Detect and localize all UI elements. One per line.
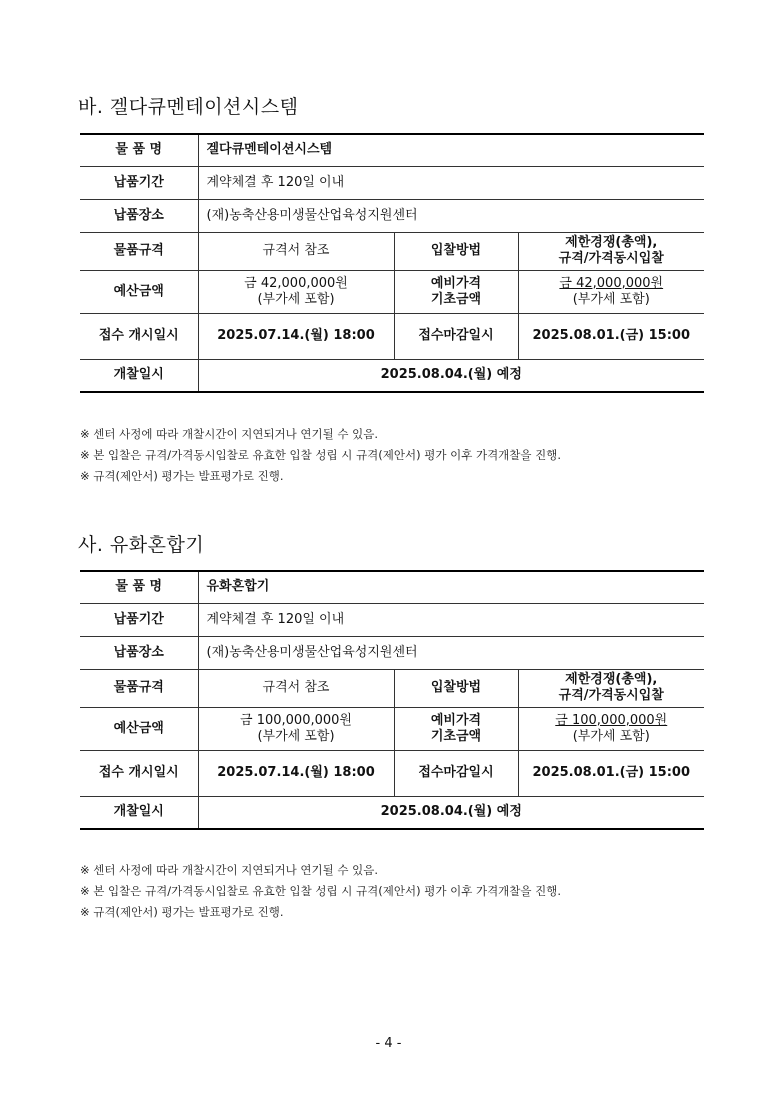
budget-amount: 금 100,000,000원 — [240, 712, 352, 728]
bid-method-label: 입찰방법 — [394, 232, 518, 270]
base-price-label-line1: 예비가격 — [430, 275, 482, 291]
delivery-place-value: (재)농축산용미생물산업육성지원센터 — [198, 636, 704, 669]
receipt-start-label: 접수 개시일시 — [80, 750, 198, 796]
budget-value — [198, 707, 394, 750]
section-title: 사. 유화혼합기 — [78, 534, 205, 556]
budget-vat-note: (부가세 포함) — [257, 728, 335, 744]
receipt-end-value: 2025.08.01.(금) 15:00 — [518, 750, 704, 796]
receipt-start-label: 접수 개시일시 — [80, 313, 198, 359]
opening-value: 2025.08.04.(월) 예정 — [198, 359, 704, 392]
base-price-label — [394, 707, 518, 750]
base-price-label — [394, 270, 518, 313]
budget-label: 예산금액 — [80, 270, 198, 313]
base-price-vat-note: (부가세 포함) — [572, 728, 650, 744]
bid-method-line1: 제한경쟁(총액), — [565, 235, 658, 250]
receipt-end-label: 접수마감일시 — [394, 313, 518, 359]
base-price-amount: 금 42,000,000원 — [559, 275, 664, 291]
item-name-label: 물 품 명 — [80, 571, 198, 603]
receipt-end-value: 2025.08.01.(금) 15:00 — [518, 313, 704, 359]
receipt-start-value: 2025.07.14.(월) 18:00 — [198, 750, 394, 796]
bid-method-value — [518, 232, 704, 270]
notes — [80, 860, 561, 923]
base-price-label-line2: 기초금액 — [430, 291, 482, 307]
note-item: ※ 센터 사정에 따라 개찰시간이 지연되거나 연기될 수 있음. — [80, 427, 379, 441]
item-name-value: 겔다큐멘테이션시스템 — [198, 134, 704, 166]
opening-label: 개찰일시 — [80, 359, 198, 392]
opening-label: 개찰일시 — [80, 796, 198, 829]
spec-label: 물품규격 — [80, 232, 198, 270]
note-item: ※ 규격(제안서) 평가는 발표평가로 진행. — [80, 905, 284, 919]
budget-value — [198, 270, 394, 313]
notes — [80, 424, 561, 487]
bid-method-value — [518, 669, 704, 707]
delivery-place-value: (재)농축산용미생물산업육성지원센터 — [198, 199, 704, 232]
page-number: - 4 - — [375, 1036, 402, 1051]
bid-method-line2: 규격/가격동시입찰 — [558, 688, 664, 703]
base-price-vat-note: (부가세 포함) — [572, 291, 650, 307]
base-price-amount: 금 100,000,000원 — [555, 712, 668, 728]
note-item: ※ 본 입찰은 규격/가격동시입찰로 유효한 입찰 성립 시 규격(제안서) 평가 이후 가격개찰을 진행. — [80, 884, 562, 898]
bid-method-line1: 제한경쟁(총액), — [565, 672, 658, 687]
note-item: ※ 규격(제안서) 평가는 발표평가로 진행. — [80, 469, 284, 483]
receipt-start-value: 2025.07.14.(월) 18:00 — [198, 313, 394, 359]
item-name-value: 유화혼합기 — [198, 571, 704, 603]
receipt-end-label: 접수마감일시 — [394, 750, 518, 796]
spec-label: 물품규격 — [80, 669, 198, 707]
delivery-period-label: 납품기간 — [80, 603, 198, 636]
opening-value: 2025.08.04.(월) 예정 — [198, 796, 704, 829]
bid-method-line2: 규격/가격동시입찰 — [558, 251, 664, 266]
section-title: 바. 겔다큐멘테이션시스템 — [78, 96, 299, 118]
budget-amount: 금 42,000,000원 — [244, 275, 348, 291]
base-price-value — [518, 707, 704, 750]
delivery-place-label: 납품장소 — [80, 636, 198, 669]
budget-vat-note: (부가세 포함) — [257, 291, 335, 307]
bid-method-label: 입찰방법 — [394, 669, 518, 707]
base-price-label-line2: 기초금액 — [430, 728, 482, 744]
spec-value: 규격서 참조 — [198, 669, 394, 707]
delivery-period-value: 계약체결 후 120일 이내 — [198, 166, 704, 199]
delivery-period-value: 계약체결 후 120일 이내 — [198, 603, 704, 636]
base-price-value — [518, 270, 704, 313]
note-item: ※ 센터 사정에 따라 개찰시간이 지연되거나 연기될 수 있음. — [80, 863, 379, 877]
spec-value: 규격서 참조 — [198, 232, 394, 270]
base-price-label-line1: 예비가격 — [430, 712, 482, 728]
item-name-label: 물 품 명 — [80, 134, 198, 166]
budget-label: 예산금액 — [80, 707, 198, 750]
delivery-place-label: 납품장소 — [80, 199, 198, 232]
delivery-period-label: 납품기간 — [80, 166, 198, 199]
bid-spec-table — [80, 133, 704, 393]
bid-spec-table — [80, 570, 704, 830]
note-item: ※ 본 입찰은 규격/가격동시입찰로 유효한 입찰 성립 시 규격(제안서) 평가 이후 가격개찰을 진행. — [80, 448, 562, 462]
